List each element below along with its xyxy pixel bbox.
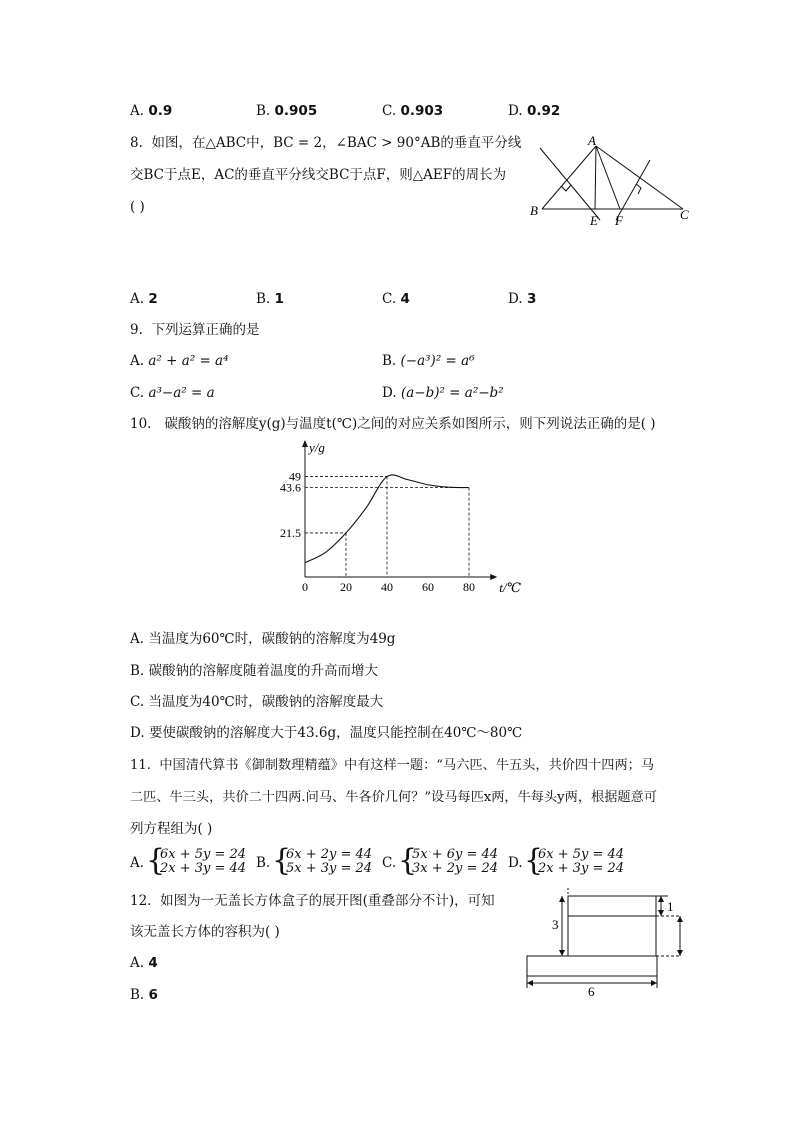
segment-ac xyxy=(596,146,683,209)
label-f: F xyxy=(615,213,623,228)
q11-option-d-letter: D. xyxy=(508,855,523,871)
equation-1: 6x + 5y = 44 xyxy=(538,847,625,862)
perp-bisector-ac xyxy=(616,160,650,220)
arrowhead xyxy=(677,950,683,956)
equation-2: 2x + 3y = 24 xyxy=(538,861,625,876)
brace: { xyxy=(524,843,544,878)
q9-stem: 9. 下列运算正确的是 xyxy=(130,322,260,338)
segment-ab xyxy=(542,146,596,209)
label-e: E xyxy=(590,213,598,228)
label-b: B xyxy=(530,203,538,218)
right-angle-mark-1 xyxy=(561,185,571,191)
q10-option-b[interactable]: B. 碳酸钠的溶解度随着温度的升高而增大 xyxy=(130,663,379,679)
arrowhead xyxy=(559,896,565,902)
q11-option-c-letter: C. xyxy=(382,855,397,871)
arrowhead xyxy=(677,916,683,922)
q8-triangle-figure xyxy=(528,134,698,230)
equation-1: 6x + 5y = 24 xyxy=(160,847,247,862)
q9-option-a[interactable]: A. a² + a² = a⁴ xyxy=(130,353,229,369)
q11-option-b-letter: B. xyxy=(256,855,271,871)
q8-option-a[interactable]: A. 2 xyxy=(130,291,158,307)
y-tick-label-21.5: 21.5 xyxy=(280,525,301,540)
equation-1: 5x + 6y = 44 xyxy=(412,847,499,862)
label-small: 1 xyxy=(667,899,674,914)
q12-option-b[interactable]: B. 6 xyxy=(130,987,158,1003)
x-tick-label-20: 20 xyxy=(340,580,352,594)
q11-stem-line2: 二匹、牛三头，共价二十四两.问马、牛各价几何？”设马每匹x两，牛每头y两，根据题意可 xyxy=(130,790,657,805)
q7-option-a[interactable]: A. 0.9 xyxy=(130,103,173,119)
q10-option-a[interactable]: A. 当温度为60℃时，碳酸钠的溶解度为49g xyxy=(130,631,396,647)
q7-option-c[interactable]: C. 0.903 xyxy=(382,103,444,119)
arrowhead xyxy=(658,896,664,902)
equation-2: 3x + 2y = 24 xyxy=(412,861,499,876)
x-tick-label-80: 80 xyxy=(463,580,475,594)
arrowhead xyxy=(658,910,664,916)
q11-option-a-letter: A. xyxy=(130,855,145,871)
x-axis-label: t/℃ xyxy=(499,580,522,595)
q12-stem-line2: 该无盖长方体的容积为( ) xyxy=(130,924,280,940)
q10-option-c[interactable]: C. 当温度为40℃时，碳酸钠的溶解度最大 xyxy=(130,694,384,710)
q12-stem-line1: 12. 如图为一无盖长方体盒子的展开图(重叠部分不计)，可知 xyxy=(130,893,495,909)
segment-af xyxy=(596,146,620,209)
q8-stem-line2: 交BC于点E，AC的垂直平分线交BC于点F，则△AEF的周长为 xyxy=(130,167,507,183)
label-width: 6 xyxy=(588,984,595,998)
q11-stem-line1: 11. 中国清代算书《御制数理精蕴》中有这样一题：“马六匹、牛五头，共价四十四两；马 xyxy=(130,758,655,773)
q7-option-b[interactable]: B. 0.905 xyxy=(256,103,318,119)
right-angle-mark-2 xyxy=(636,184,641,194)
label-height: 3 xyxy=(552,917,559,932)
q9-option-c[interactable]: C. a³−a² = a xyxy=(130,385,215,401)
brace: { xyxy=(146,843,166,878)
y-axis-label: y/g xyxy=(309,440,325,455)
label-a: A xyxy=(588,134,596,148)
y-tick-label-49: 49 xyxy=(289,469,301,484)
x-axis-arrowhead xyxy=(490,574,497,580)
arrowhead xyxy=(651,980,657,986)
q9-option-b[interactable]: B. (−a³)² = a⁶ xyxy=(382,353,475,369)
q8-option-b[interactable]: B. 1 xyxy=(256,291,284,307)
q10-stem: 10. 碳酸钠的溶解度y(g)与温度t(℃)之间的对应关系如图所示，则下列说法正确的是( ) xyxy=(130,416,656,432)
brace: { xyxy=(272,843,292,878)
q8-option-c[interactable]: C. 4 xyxy=(382,291,410,307)
q7-option-d[interactable]: D. 0.92 xyxy=(508,103,561,119)
label-c: C xyxy=(680,207,689,222)
arrowhead xyxy=(527,980,533,986)
q9-option-d[interactable]: D. (a−b)² = a²−b² xyxy=(382,385,504,401)
q10-option-d[interactable]: D. 要使碳酸钠的溶解度大于43.6g，温度只能控制在40℃～80℃ xyxy=(130,725,523,741)
q8-option-d[interactable]: D. 3 xyxy=(508,291,537,307)
q10-solubility-chart xyxy=(270,436,530,596)
segment-ae xyxy=(595,146,596,209)
q12-option-a[interactable]: A. 4 xyxy=(130,955,158,971)
net-upper-rect xyxy=(568,896,656,956)
q8-stem-line1: 8. 如图，在△ABC中，BC = 2，∠BAC > 90°AB的垂直平分线 xyxy=(130,135,522,151)
brace: { xyxy=(398,843,418,878)
y-axis-arrowhead xyxy=(302,440,308,447)
x-tick-label-40: 40 xyxy=(381,580,393,594)
x-tick-label-0: 0 xyxy=(302,580,308,594)
net-bottom-strip xyxy=(527,956,657,976)
equation-1: 6x + 2y = 44 xyxy=(286,847,373,862)
equation-2: 5x + 3y = 24 xyxy=(286,861,373,876)
q11-stem-line3: 列方程组为( ) xyxy=(130,821,213,837)
y-tick-label-43.6: 43.6 xyxy=(280,480,301,495)
arrowhead xyxy=(559,950,565,956)
equation-2: 2x + 3y = 44 xyxy=(160,861,247,876)
q12-box-net-figure xyxy=(520,888,700,998)
q8-stem-line3: ( ) xyxy=(130,199,145,215)
x-tick-label-60: 60 xyxy=(422,580,434,594)
